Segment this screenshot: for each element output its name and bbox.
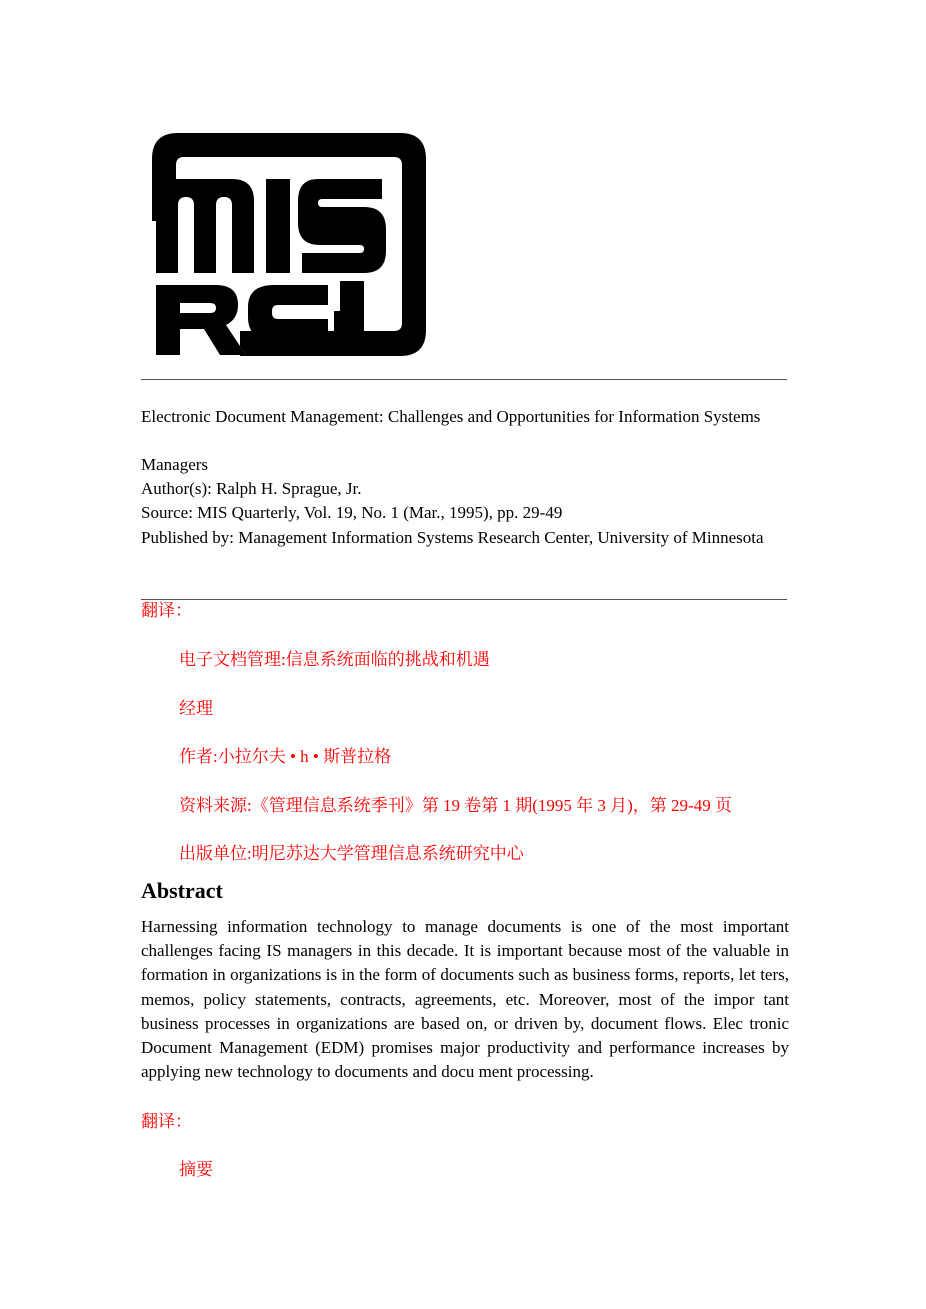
abstract-body: Harnessing information technology to manage documents is one of the most important challenges facing IS managers in this decade. It is important because most of the valuable in formation in organizations is in the form of documents such as business forms, reports, let ters, memos, policy statements, contracts, agreements, etc. Moreover, most of the impor tant business processes in organizations are based on, or driven by, document flows. Elec tronic Document Management (EDM) promises major productivity and performance increases by applying new technology to documents and docu ment processing. bbox=[141, 917, 789, 1082]
translation-title: 电子文档管理:信息系统面临的挑战和机遇 bbox=[179, 650, 490, 669]
bottom-divider bbox=[141, 599, 787, 600]
misrc-logo-icon bbox=[150, 131, 428, 358]
translation-abstract-title: 摘要 bbox=[179, 1160, 213, 1179]
citation-source: Source: MIS Quarterly, Vol. 19, No. 1 (Mar., 1995), pp. 29-49 bbox=[141, 503, 563, 523]
citation-title-continued: Managers bbox=[141, 455, 209, 474]
translation-label-2: 翻译： bbox=[141, 1112, 192, 1131]
citation-details bbox=[141, 453, 789, 550]
citation-publisher: Published by: Management Information Systems Research Center, University of Minnesota bbox=[141, 527, 764, 547]
translation-label: 翻译： bbox=[141, 601, 192, 620]
translation-managers: 经理 bbox=[179, 699, 213, 718]
citation-title: Electronic Document Management: Challenges and Opportunities for Information Systems bbox=[141, 407, 761, 426]
translation-authors: 作者:小拉尔夫 • h • 斯普拉格 bbox=[179, 747, 392, 766]
top-divider bbox=[141, 379, 787, 380]
translation-source: 资料来源:《管理信息系统季刊》第 19 卷第 1 期(1995 年 3 月)，第 29-49 页 bbox=[179, 796, 732, 815]
citation-title-block bbox=[141, 405, 789, 429]
translation-publisher: 出版单位:明尼苏达大学管理信息系统研究中心 bbox=[179, 844, 524, 863]
citation-authors: Author(s): Ralph H. Sprague, Jr. bbox=[141, 479, 362, 499]
abstract-heading: Abstract bbox=[141, 878, 223, 903]
